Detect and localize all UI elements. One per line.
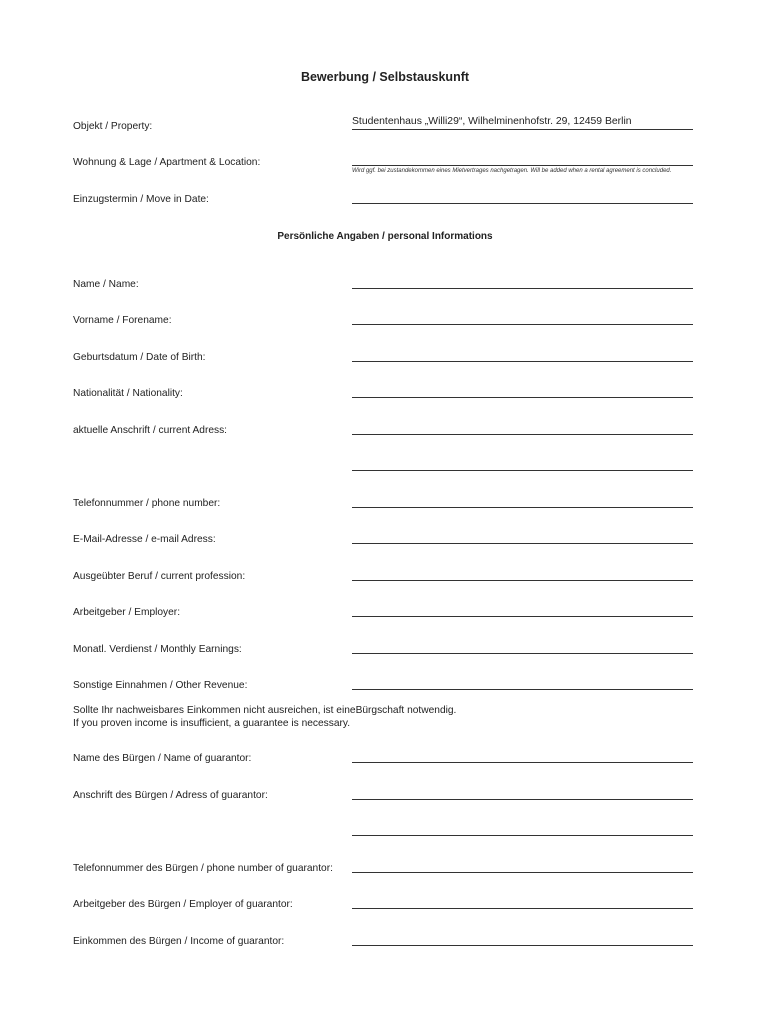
guarantor-phone-field-line[interactable] xyxy=(352,872,693,873)
other-revenue-field-line[interactable] xyxy=(352,689,693,690)
employer-label: Arbeitgeber / Employer: xyxy=(73,607,181,618)
earnings-field-line[interactable] xyxy=(352,653,693,654)
apartment-field-line[interactable] xyxy=(352,165,693,166)
guarantor-income-field-line[interactable] xyxy=(352,945,693,946)
move-in-field-line[interactable] xyxy=(352,203,693,204)
earnings-label: Monatl. Verdienst / Monthly Earnings: xyxy=(73,644,242,655)
guarantor-address-field-line-1[interactable] xyxy=(352,799,693,800)
employer-field-line[interactable] xyxy=(352,616,693,617)
birth-label: Geburtsdatum / Date of Birth: xyxy=(73,352,206,363)
guarantor-employer-field-line[interactable] xyxy=(352,908,693,909)
forename-field-line[interactable] xyxy=(352,324,693,325)
forename-label: Vorname / Forename: xyxy=(73,315,172,326)
birth-field-line[interactable] xyxy=(352,361,693,362)
move-in-label: Einzugstermin / Move in Date: xyxy=(73,194,209,205)
phone-field-line[interactable] xyxy=(352,507,693,508)
profession-label: Ausgeübter Beruf / current profession: xyxy=(73,571,246,582)
property-value: Studentenhaus „Willi29“, Wilhelminenhofstr. 29, 12459 Berlin xyxy=(352,116,632,127)
guarantor-phone-label: Telefonnummer des Bürgen / phone number of guarantor: xyxy=(73,863,333,874)
nationality-field-line[interactable] xyxy=(352,397,693,398)
name-field-line[interactable] xyxy=(352,288,693,289)
guarantor-income-label: Einkommen des Bürgen / Income of guarantor: xyxy=(73,936,285,947)
other-revenue-label: Sonstige Einnahmen / Other Revenue: xyxy=(73,680,248,691)
guarantor-name-field-line[interactable] xyxy=(352,762,693,763)
email-field-line[interactable] xyxy=(352,543,693,544)
property-label: Objekt / Property: xyxy=(73,121,153,132)
email-label: E-Mail-Adresse / e-mail Adress: xyxy=(73,534,216,545)
section-personal-heading: Persönliche Angaben / personal Informations xyxy=(277,231,493,242)
address-label: aktuelle Anschrift / current Adress: xyxy=(73,425,228,436)
apartment-note: Wird ggf. bei zustandekommen eines Mietvertrages nachgetragen. Will be added when a rental agreement is concluded. xyxy=(352,168,672,174)
guarantor-name-label: Name des Bürgen / Name of guarantor: xyxy=(73,753,252,764)
guarantee-note-de: Sollte Ihr nachweisbares Einkommen nicht ausreichen, ist eineBürgschaft notwendig. xyxy=(73,705,457,716)
property-field-line[interactable] xyxy=(352,129,693,130)
address-field-line-1[interactable] xyxy=(352,434,693,435)
address-field-line-2[interactable] xyxy=(352,470,693,471)
guarantor-address-field-line-2[interactable] xyxy=(352,835,693,836)
guarantee-note-en: If you proven income is insufficient, a guarantee is necessary. xyxy=(73,718,351,729)
apartment-label: Wohnung & Lage / Apartment & Location: xyxy=(73,157,261,168)
nationality-label: Nationalität / Nationality: xyxy=(73,388,183,399)
guarantor-address-label: Anschrift des Bürgen / Adress of guarantor: xyxy=(73,790,268,801)
form-title: Bewerbung / Selbstauskunft xyxy=(300,70,470,84)
profession-field-line[interactable] xyxy=(352,580,693,581)
phone-label: Telefonnummer / phone number: xyxy=(73,498,221,509)
name-label: Name / Name: xyxy=(73,279,139,290)
guarantor-employer-label: Arbeitgeber des Bürgen / Employer of guarantor: xyxy=(73,899,293,910)
